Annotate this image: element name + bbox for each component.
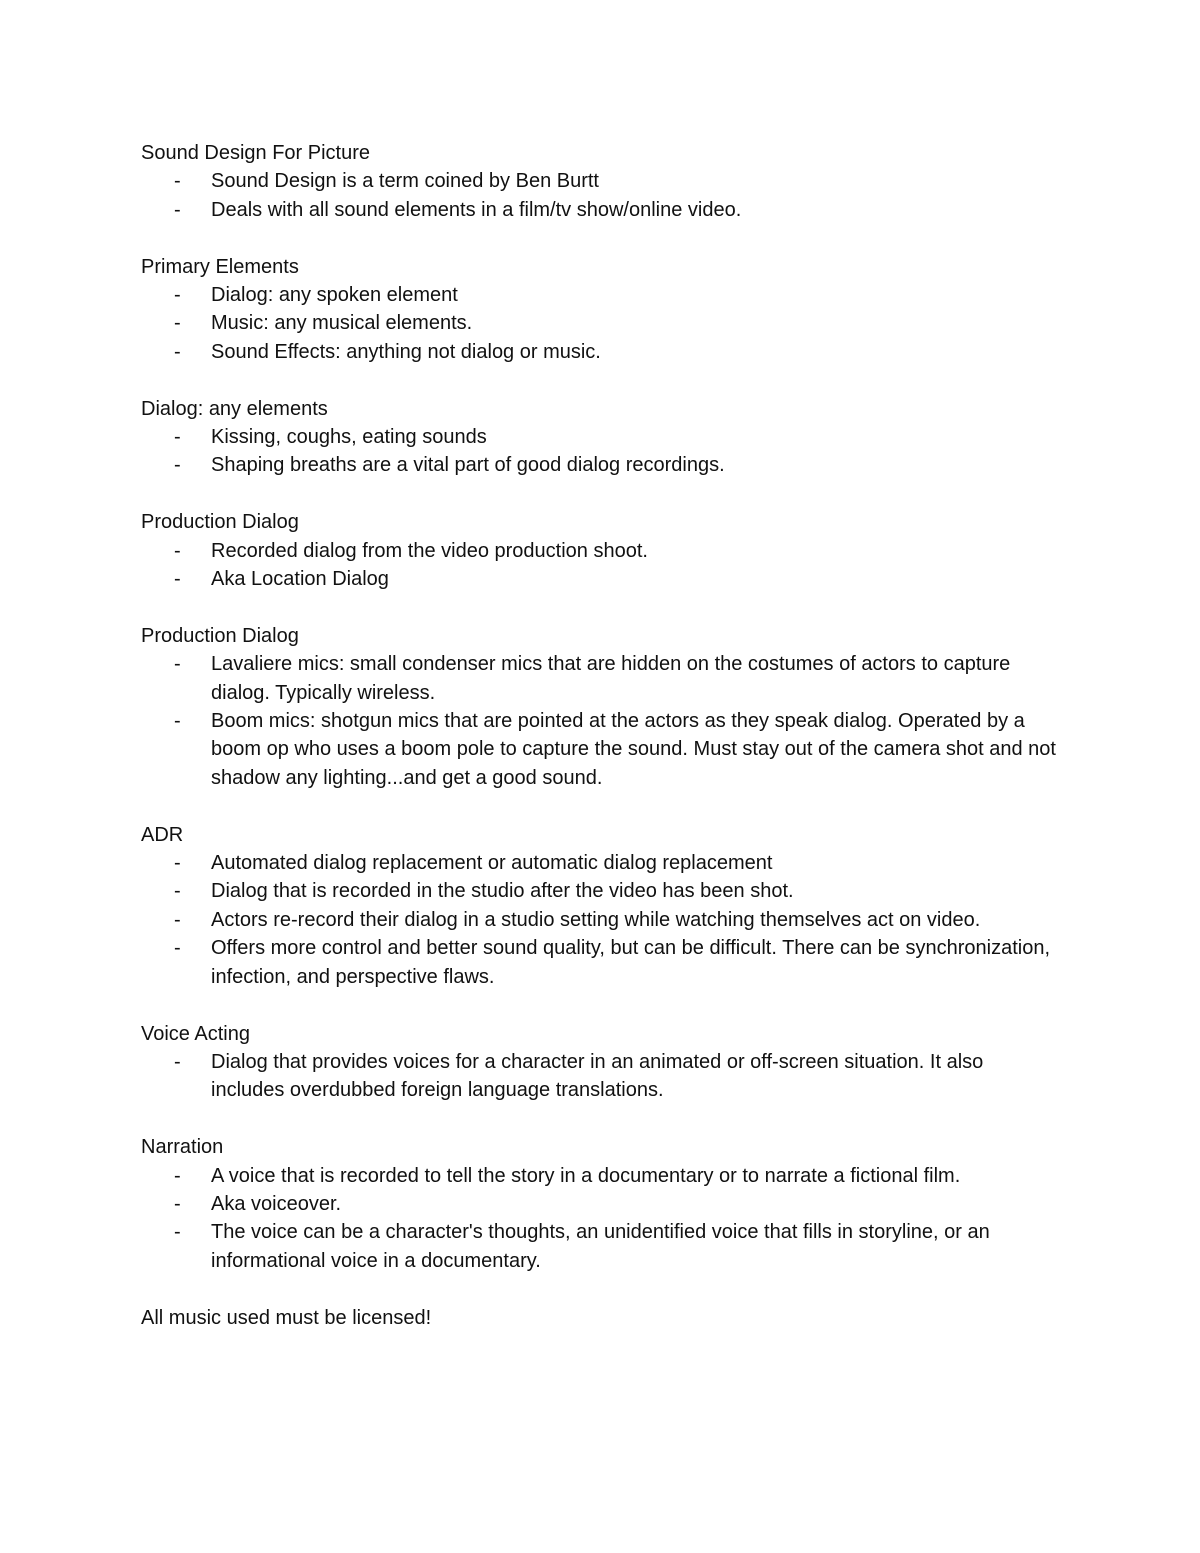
list-item — [141, 1218, 1061, 1275]
list-item — [141, 1048, 1061, 1105]
bullet-list — [141, 281, 1061, 366]
bullet-dash: - — [174, 937, 181, 960]
list-item — [141, 281, 1061, 309]
bullet-dash: - — [174, 710, 181, 733]
list-item-text: Dialog: any spoken element — [211, 284, 458, 307]
list-item — [141, 906, 1061, 934]
bullet-dash: - — [174, 284, 181, 307]
list-item — [141, 849, 1061, 877]
bullet-list — [141, 537, 1061, 594]
section-heading: Voice Acting — [141, 1022, 250, 1045]
bullet-dash: - — [174, 454, 181, 477]
list-item — [141, 309, 1061, 337]
list-item — [141, 565, 1061, 593]
bullet-list — [141, 423, 1061, 480]
bullet-list — [141, 167, 1061, 224]
list-item-text: Boom mics: shotgun mics that are pointed at the actors as they speak dialog. Operated by a boom op who uses a boom pole to capture the sound. Must stay out of the camera shot and not shadow any lighting...and get a good sound. — [211, 710, 1056, 789]
section-production-dialog-2 — [141, 622, 1061, 792]
list-item — [141, 650, 1061, 707]
list-item-text: Aka voiceover. — [211, 1192, 342, 1215]
list-item-text: Deals with all sound elements in a film/tv show/online video. — [211, 198, 742, 221]
list-item — [141, 877, 1061, 905]
bullet-dash: - — [174, 908, 181, 931]
list-item-text: Aka Location Dialog — [211, 568, 389, 591]
list-item-text: Sound Effects: anything not dialog or music. — [211, 340, 601, 363]
bullet-dash: - — [174, 312, 181, 335]
section-voice-acting — [141, 1020, 1061, 1105]
list-item-text: Dialog that is recorded in the studio after the video has been shot. — [211, 880, 794, 903]
bullet-dash: - — [174, 653, 181, 676]
bullet-dash: - — [174, 880, 181, 903]
list-item-text: The voice can be a character's thoughts, an unidentified voice that fills in storyline, or an informational voice in a documentary. — [211, 1221, 990, 1272]
list-item — [141, 338, 1061, 366]
bullet-dash: - — [174, 1164, 181, 1187]
bullet-dash: - — [174, 1221, 181, 1244]
section-sound-design — [141, 139, 1061, 224]
section-production-dialog-1 — [141, 508, 1061, 593]
list-item-text: Actors re-record their dialog in a studio setting while watching themselves act on video. — [211, 908, 981, 931]
list-item — [141, 934, 1061, 991]
bullet-dash: - — [174, 1050, 181, 1073]
bullet-list — [141, 650, 1061, 792]
list-item — [141, 451, 1061, 479]
section-heading: ADR — [141, 823, 184, 846]
list-item — [141, 167, 1061, 195]
section-primary-elements — [141, 253, 1061, 367]
bullet-list — [141, 849, 1061, 991]
list-item — [141, 1190, 1061, 1218]
section-heading: Sound Design For Picture — [141, 142, 371, 164]
bullet-list — [141, 1048, 1061, 1105]
bullet-dash: - — [174, 568, 181, 591]
closing-note: All music used must be licensed! — [141, 1306, 432, 1329]
bullet-dash: - — [174, 852, 181, 875]
list-item-text: Shaping breaths are a vital part of good dialog recordings. — [211, 454, 725, 477]
list-item — [141, 707, 1061, 792]
list-item-text: Lavaliere mics: small condenser mics that are hidden on the costumes of actors to capture dialog. Typically wireless. — [211, 653, 1011, 704]
section-heading: Production Dialog — [141, 624, 299, 647]
section-heading: Narration — [141, 1136, 224, 1159]
list-item-text: Kissing, coughs, eating sounds — [211, 426, 487, 449]
list-item-text: Music: any musical elements. — [211, 312, 473, 335]
section-dialog — [141, 395, 1061, 480]
bullet-dash: - — [174, 170, 181, 193]
list-item-text: Sound Design is a term coined by Ben Burtt — [211, 170, 599, 193]
section-heading: Production Dialog — [141, 511, 299, 534]
bullet-dash: - — [174, 539, 181, 562]
list-item-text: Dialog that provides voices for a character in an animated or off-screen situation. It also includes overdubbed foreign language translations. — [211, 1050, 984, 1102]
list-item-text: Offers more control and better sound quality, but can be difficult. There can be synchronization, infection, and perspective flaws. — [211, 937, 1051, 988]
document-body — [141, 139, 1061, 1332]
list-item — [141, 537, 1061, 565]
section-narration — [141, 1133, 1061, 1275]
bullet-dash: - — [174, 426, 181, 449]
section-adr — [141, 821, 1061, 991]
bullet-dash: - — [174, 340, 181, 363]
section-heading: Primary Elements — [141, 255, 299, 278]
bullet-list — [141, 1162, 1061, 1276]
list-item-text: Automated dialog replacement or automatic dialog replacement — [211, 852, 773, 875]
bullet-dash: - — [174, 1192, 181, 1215]
list-item — [141, 423, 1061, 451]
list-item — [141, 196, 1061, 224]
section-heading: Dialog: any elements — [141, 397, 328, 420]
list-item — [141, 1162, 1061, 1190]
bullet-dash: - — [174, 198, 181, 221]
list-item-text: A voice that is recorded to tell the story in a documentary or to narrate a fictional film. — [211, 1164, 961, 1187]
list-item-text: Recorded dialog from the video production shoot. — [211, 539, 648, 562]
